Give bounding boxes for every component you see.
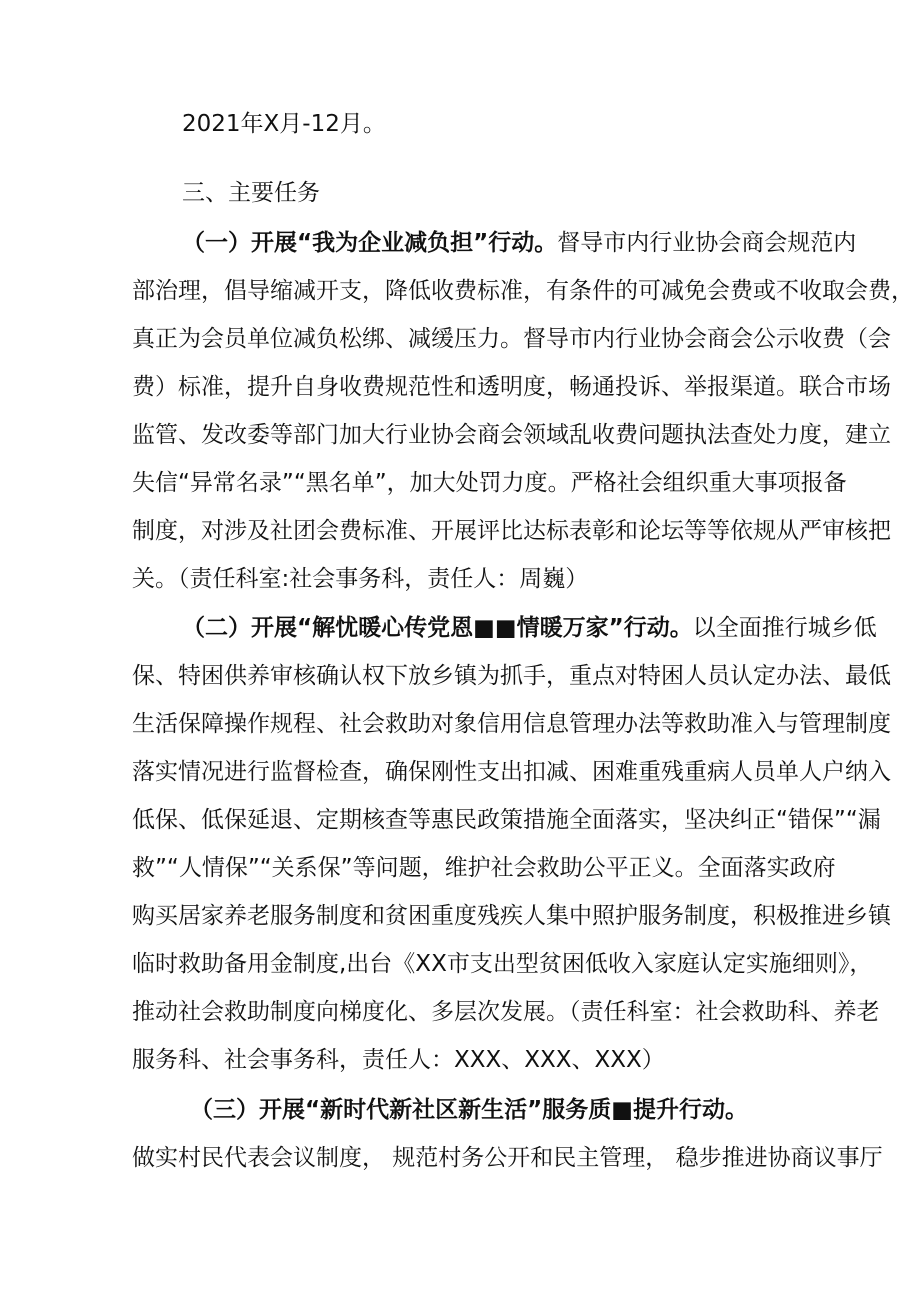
p3-line-1: 做实村民代表会议制度， 规范村务公开和民主管理， 稳步推进协商议事厅 bbox=[132, 1145, 883, 1171]
p2-line-8: 临时救助备用金制度,出台《XX市支出型贫困低收入家庭认定实施细则》， bbox=[132, 951, 873, 977]
p1-line-4: 费）标准，提升自身收费规范性和透明度，畅通投诉、举报渠道。联合市场 bbox=[132, 374, 891, 400]
p1-line-3: 真正为会员单位减负松绑、减缓压力。督导市内行业协会商会公示收费（会 bbox=[132, 326, 891, 352]
p1-line-1-text: 督导市内行业协会商会规范内 bbox=[557, 230, 857, 256]
p2-line-4: 落实情况进行监督检查，确保刚性支出扣减、困难重残重病人员单人户纳入 bbox=[132, 759, 891, 785]
p1-line-8: 关。（责任科室:社会事务科，责任人：周巍） bbox=[132, 566, 589, 592]
p1-heading: （一）开展“我为企业减负担”行动。 bbox=[182, 230, 558, 256]
p2-line-1 bbox=[182, 614, 877, 642]
p2-line-10: 服务科、社会事务科，责任人：XXX、XXX、XXX） bbox=[132, 1047, 665, 1073]
p2-line-9: 推动社会救助制度向梯度化、多层次发展。（责任科室：社会救助科、养老 bbox=[132, 999, 880, 1025]
p1-line-5: 监管、发改委等部门加大行业协会商会领域乱收费问题执法查处力度，建立 bbox=[132, 422, 891, 448]
p2-line-2: 保、特困供养审核确认权下放乡镇为抓手，重点对特困人员认定办法、最低 bbox=[132, 663, 891, 689]
date-line: 2021年X月-12月。 bbox=[182, 111, 386, 137]
p2-line-1-text: 以全面推行城乡低 bbox=[692, 615, 877, 641]
p3-heading: （三）开展“新时代新社区新生活”服务质■提升行动。 bbox=[190, 1097, 748, 1123]
p2-line-5: 低保、低保延退、定期核查等惠民政策措施全面落实，坚决纠正“错保”“漏 bbox=[132, 807, 881, 833]
p1-line-1 bbox=[182, 229, 857, 257]
p1-line-2: 部治理，倡导缩减开支，降低收费标准，有条件的可减免会费或不收取会费， bbox=[132, 278, 914, 304]
p2-line-6: 救”“人情保”“关系保”等问题，维护社会救助公平正义。全面落实政府 bbox=[132, 855, 836, 881]
section-title: 三、主要任务 bbox=[182, 180, 320, 206]
p2-line-7: 购买居家养老服务制度和贫困重度残疾人集中照护服务制度，积极推进乡镇 bbox=[132, 903, 891, 929]
p1-line-7: 制度，对涉及社团会费标准、开展评比达标表彰和论坛等等依规从严审核把 bbox=[132, 518, 891, 544]
p2-line-3: 生活保障操作规程、社会救助对象信用信息管理办法等救助准入与管理制度 bbox=[132, 711, 891, 737]
p1-line-6: 失信“异常名录”“黑名单”，加大处罚力度。严格社会组织重大事项报备 bbox=[132, 470, 847, 496]
p2-heading: （二）开展“解忧暖心传党恩■■情暖万家”行动。 bbox=[182, 615, 693, 641]
